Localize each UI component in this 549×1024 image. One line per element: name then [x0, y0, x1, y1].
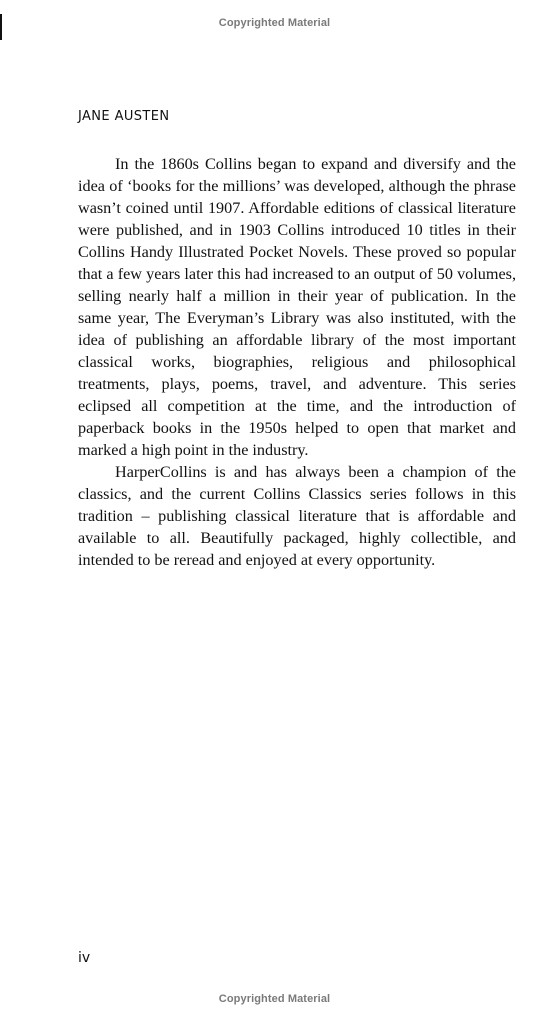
running-head: JANE AUSTEN	[78, 109, 170, 124]
paragraph-2: HarperCollins is and has always been a champion of the classics, and the current Collins Classics series follows in this tradition – publishing classical literature that is affordable and available to all. Beautifully packaged, highly collectible, and intended to be reread and enjoyed at every opportunity.	[78, 463, 516, 569]
page-number: iv	[78, 950, 91, 966]
copyright-watermark-bottom: Copyrighted Material	[218, 993, 331, 1005]
copyright-watermark-top: Copyrighted Material	[218, 17, 331, 29]
body-text	[78, 153, 516, 571]
paragraph-1: In the 1860s Collins began to expand and diversify and the idea of ‘books for the millions’ was developed, although the phrase wasn’t coined until 1907. Affordable editions of classical literature were published, and in 1903 Collins introduced 10 titles in their Collins Handy Illustrated Pocket Novels. These proved so popular that a few years later this had increased to an output of 50 volumes, selling nearly half a million in their year of publication. In the same year, The Everyman’s Library was also instituted, with the idea of publishing an affordable library of the most important classical works, biographies, religious and philosophical treatments, plays, poems, travel, and adventure. This series eclipsed all competition at the time, and the introduction of paperback books in the 1950s helped to open that market and marked a high point in the industry.	[78, 155, 516, 459]
